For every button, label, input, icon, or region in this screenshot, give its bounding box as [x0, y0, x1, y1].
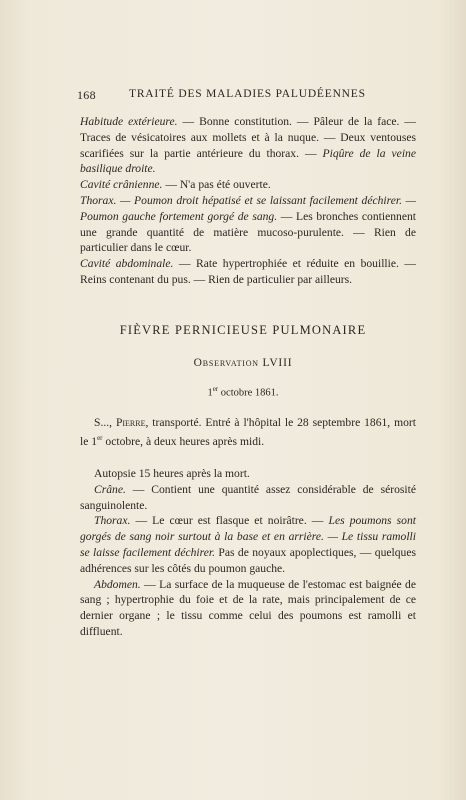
- label-thorax: Thorax.: [80, 193, 117, 207]
- label-thorax-obs: Thorax.: [94, 514, 131, 528]
- label-cavite-abdominale: Cavité abdominale.: [80, 257, 174, 271]
- observation-heading: Observation LVIII: [193, 357, 293, 369]
- observation-date: 1er octobre 1861.: [207, 385, 279, 399]
- label-cavite-cranienne: Cavité crânienne.: [80, 178, 163, 192]
- autopsy-findings: [80, 466, 416, 640]
- paragraph-crane: Crâne. — Contient une quantité assez considérable de sérosité sanguinolente.: [80, 482, 416, 512]
- patient-name: Pierre: [115, 416, 146, 429]
- paragraph-thorax: Thorax. — Poumon droit hépatisé et se laissant facilement déchirer. — Poumon gauche fortement gorgé de sang. — Les bronches contiennent une grande quantité de matière mucoso-purulente. — Rien de particulier dans le cœur.: [80, 193, 416, 255]
- label-abdomen: Abdomen.: [94, 577, 141, 591]
- paragraph-thorax-obs: Thorax. — Le cœur est flasque et noirâtre. — Les poumons sont gorgés de sang noir surtout à la base et en arrière. — Le tissu ramolli se laisse facilement déchirer. Pas de noyaux apoplectiques, — quelques adhérences sur les côtés du poumon gauche.: [80, 514, 416, 575]
- label-habitude: Habitude extérieure.: [80, 115, 178, 128]
- paragraph-cavite-cranienne: Cavité crânienne. — N'a pas été ouverte.: [80, 178, 271, 192]
- page-number: 168: [77, 88, 96, 102]
- paragraph-habitude: Habitude extérieure. — Bonne constitution. — Pâleur de la face. — Traces de vésicatoires aux mollets et à la nuque. — Deux ventouses scarifiées sur la partie antérieure du thorax. — Piqûre de la veine basilique droite.: [80, 115, 416, 176]
- label-crane: Crâne.: [94, 482, 126, 496]
- autopsy-findings-previous: [80, 114, 416, 288]
- running-header: [77, 88, 422, 103]
- paragraph-cavite-abdominale: Cavité abdominale. — Rate hypertrophiée et réduite en bouillie. — Reins contenant du pus. — Rien de particulier par ailleurs.: [80, 257, 416, 286]
- patient-intro: [80, 415, 416, 449]
- running-title: TRAITÉ DES MALADIES PALUDÉENNES: [129, 88, 366, 100]
- paragraph-autopsie: Autopsie 15 heures après la mort.: [94, 467, 250, 480]
- section-title: FIÈVRE PERNICIEUSE PULMONAIRE: [119, 323, 367, 337]
- paragraph-abdomen: Abdomen. — La surface de la muqueuse de l'estomac est baignée de sang ; hypertrophie du foie et de la rate, mais principalement de ce dernier organe ; le tissu comme celui des poumons est ramolli et diffluent.: [80, 577, 416, 638]
- paragraph-intro: S..., Pierre, transporté. Entré à l'hôpital le 28 septembre 1861, mort le 1er octobre, à deux heures après midi.: [80, 416, 416, 448]
